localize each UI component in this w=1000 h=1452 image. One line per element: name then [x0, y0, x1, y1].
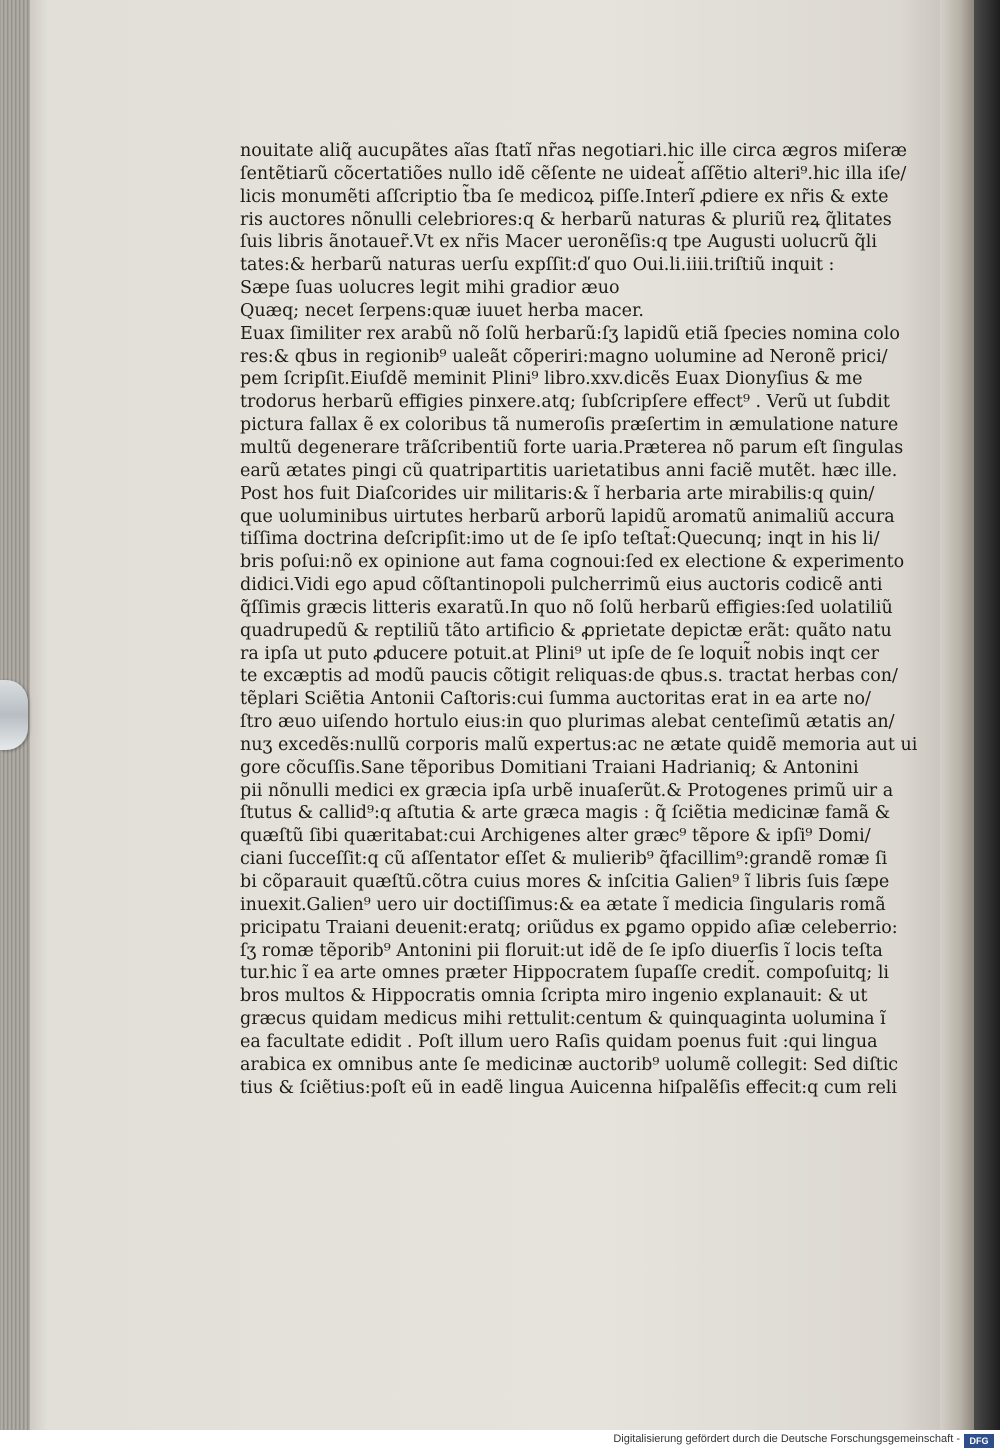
text-line: bi cõparauit quæſtũ.cõtra cuius mores & inſcitia Galien⁹ ĩ libris ſuis ſæpe	[240, 872, 890, 892]
text-line: multũ degenerare trãſcribentiũ forte uaria.Præterea nõ parum eſt ſingulas	[240, 437, 904, 458]
text-line: inuexit.Galien⁹ uero uir doctiſſimus:& ea ætate ĩ medicia ſingularis romã	[240, 894, 886, 915]
book-spine	[974, 0, 1000, 1430]
gutter-shadow	[940, 0, 974, 1430]
text-line: nuʒ excedẽs:nullũ corporis malũ expertus:ac ne ætate quidẽ memoria aut ui	[240, 734, 918, 755]
text-line: didici.Vidi ego apud cõſtantinopoli pulcherrimũ eius auctoris codicẽ anti	[240, 575, 883, 596]
text-line: ſʒ romæ tẽporib⁹ Antonini pii floruit:ut idẽ de ſe ipſo diuerſis ĩ locis teſta	[240, 940, 883, 961]
text-line: bris poſui:nõ ex opinione aut fama cognoui:ſed ex electione & experimento	[240, 552, 905, 573]
text-line: tẽplari Sciẽtia Antonii Caſtoris:cui ſumma auctoritas erat in ea arte no/	[240, 689, 871, 710]
text-line: q̃ſſimis græcis litteris exaratũ.In quo nõ ſolũ herbarũ effigies:ſed uolatiliũ	[240, 597, 893, 618]
text-line: tates:& herbarũ naturas uerſu expſſit:ď quo Oui.li.iiii.triſtiũ inquit :	[240, 255, 835, 276]
text-line: quæſtũ ſibi quæritabat:cui Archigenes alter græc⁹ tẽpore & ipſi⁹ Domi/	[240, 826, 871, 847]
footer-attribution: Digitalisierung gefördert durch die Deutsche Forschungsgemeinschaft -	[613, 1433, 960, 1445]
text-line: Post hos fuit Diaſcorides uir militaris:& ĩ herbaria arte mirabilis:q quin/	[240, 483, 875, 504]
text-line: quadrupedũ & reptiliũ tãto artificio & ꝓprietate depictæ erãt: quãto natu	[240, 620, 892, 641]
text-line: tiſſima doctrina deſcripſit:imo ut de ſe ipſo teſtat̃:Quecunq; inqt in his li/	[240, 529, 880, 550]
text-line: arabica ex omnibus ante ſe medicinæ auctorib⁹ uolumẽ collegit: Sed diſtic	[240, 1054, 899, 1075]
text-line: pii nõnulli medici ex græcia ipſa urbẽ inuaſerũt.& Protogenes primũ uir a	[240, 780, 894, 801]
text-line: ra ipſa ut puto ꝓducere potuit.at Plini⁹ ut ipſe de ſe loquit̃ nobis inqt cer	[240, 643, 879, 664]
text-line: trodorus herbarũ effigies pinxere.atq; ſubſcripſere effect⁹ . Verũ ut ſubdit	[240, 392, 890, 413]
text-line: ſentẽtiarũ cõcertatiões nullo idẽ cẽſente ne uideat̃ aſſẽtio alteri⁹.hic illa iſe/	[240, 163, 907, 184]
text-line: ſuis libris ãnotauer̃.Vt ex nr̃is Macer ueronẽſis:q tpe Augusti uolucrũ q̃li	[240, 232, 877, 253]
text-line: tius & ſciẽtius:poſt eũ in eadẽ lingua Auicenna hiſpalẽſis effecit:q cum reli	[240, 1077, 898, 1098]
text-line: bros multos & Hippocratis omnia ſcripta miro ingenio explanauit: & ut	[240, 986, 868, 1007]
text-line: Quæq; necet ſerpens:quæ iuuet herba macer.	[240, 300, 644, 321]
text-line: Euax ſimiliter rex arabũ nõ ſolũ herbarũ:ſʒ lapidũ etiã ſpecies nomina colo	[240, 323, 900, 344]
text-line: nouitate aliq̃ aucupãtes aĩas ſtatĩ nr̃as negotiari.hic ille circa ægros miſeræ	[240, 141, 907, 161]
footer	[0, 1430, 1000, 1452]
text-line: pricipatu Traiani deuenit:eratq; oriũdus ex ꝑgamo oppido aſiæ celeberrio:	[240, 917, 898, 938]
text-line: res:& qbus in regionib⁹ ualeãt cõperiri:magno uolumine ad Neronẽ prici/	[240, 346, 888, 367]
text-line: Sæpe ſuas uolucres legit mihi gradior æuo	[240, 278, 620, 299]
binding-clip	[0, 680, 28, 750]
text-line: earũ ætates pingi cũ quatripartitis uarietatibus anni faciẽ mutẽt. hæc ille.	[240, 460, 898, 481]
text-line: græcus quidam medicus mihi rettulit:centum & quinquaginta uolumina ĩ	[240, 1009, 886, 1030]
text-line: pictura fallax ẽ ex coloribus tã numeroſis præſertim in æmulatione nature	[240, 415, 899, 436]
text-line: ea facultate edidit . Poſt illum uero Raſis quidam poenus fuit :qui lingua	[240, 1031, 878, 1052]
text-line: licis monumẽti aſſcriptio t̃ba ſe medicoꝝ piſſe.Interĩ ꝓdiere ex nr̃is & exte	[240, 186, 889, 207]
dfg-logo-icon: DFG	[964, 1434, 994, 1448]
text-line: ſtutus & callid⁹:q aſtutia & arte græca magis : q̃ ſciẽtia medicinæ famã &	[240, 803, 891, 824]
text-line: gore cõcuſſis.Sane tẽporibus Domitiani Traiani Hadrianiq; & Antonini	[240, 757, 859, 778]
text-block	[240, 140, 918, 1099]
text-line: pem ſcripſit.Eiuſdẽ meminit Plini⁹ libro.xxv.dicẽs Euax Dionyſius & me	[240, 369, 863, 390]
text-line: te excæptis ad modũ paucis cõtigit reliquas:de qbus.s. tractat herbas con/	[240, 666, 898, 687]
text-line: que uoluminibus uirtutes herbarũ arborũ lapidũ aromatũ animaliũ accura	[240, 506, 895, 527]
text-line: ciani ſucceſſit:q cũ aſſentator eſſet & mulierib⁹ q̃facillim⁹:grandẽ romæ ſi	[240, 849, 888, 870]
text-line: tur.hic ĩ ea arte omnes præter Hippocratem ſupaſſe credit̃. compoſuitq; li	[240, 963, 890, 984]
text-line: ſtro æuo uiſendo hortulo eius:in quo plurimas alebat centeſimũ ætatis an/	[240, 712, 895, 733]
text-line: ris auctores nõnulli celebriores:q & herbarũ naturas & pluriũ reꝝ q̃litates	[240, 209, 892, 230]
